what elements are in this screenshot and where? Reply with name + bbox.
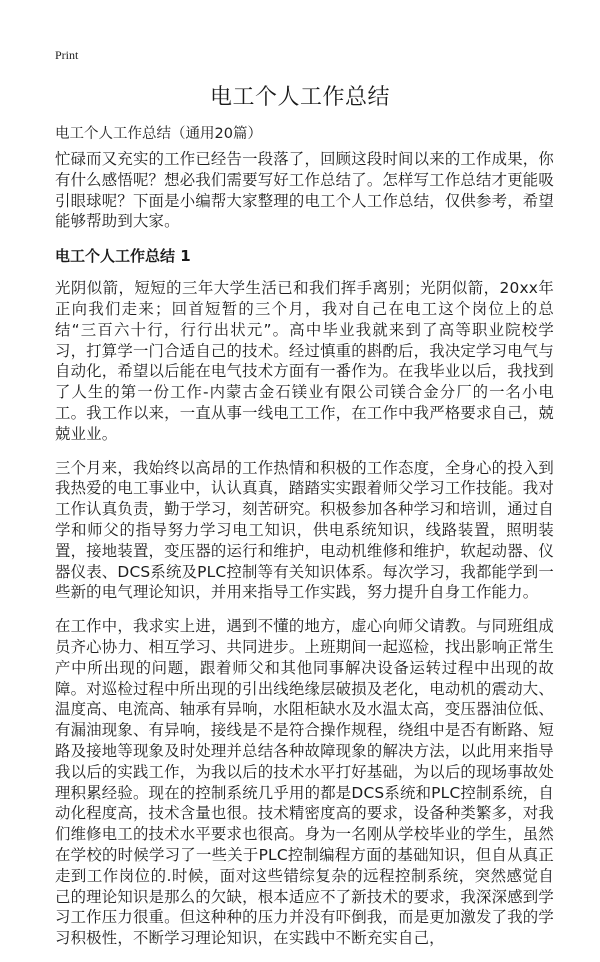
print-link[interactable]: Print — [55, 48, 79, 62]
page-title: 电工个人工作总结 — [209, 85, 390, 110]
body-paragraph-3: 在工作中，我求实上进，遇到不懂的地方，虚心向师父请教。与同班组成员齐心协力、相互学习、共同进步。上班期间一起巡检，找出影响正常生产中所出现的问题，跟着师父和其他同事解决设备运转过程中出现的故障。对巡检过程中所出现的引出线绝缘层破损及老化，电动机的震动大、温度高、电流高、轴承有异响，水阻柜缺水及水温太高，变压器油位低、有漏油现象、有异响，接线是不是符合操作规程，绕组中是否有断路、短路及接地等现象及时处理并总结各种故障现象的解决方法，以此用来指导我以后的实践工作，为我以后的技术水平打好基础，为以后的现场事故处理积累经验。现在的控制系统几乎用的都是DCS系统和PLC控制系统，自动化程度高，技术含量也很。技术精密度高的要求，设备种类繁多，对我们维修电工的技术水平要求也很高。身为一名刚从学校毕业的学生，虽然在学校的时候学习了一些关于PLC控制编程方面的基础知识，但自从真正走到工作岗位的.时候，面对这些错综复杂的远程控制系统，突然感觉自己的理论知识是那么的欠缺，根本适应不了新技术的要求，我深深感到学习工作压力很重。但这种种的压力并没有吓倒我，而是更加激发了我的学习积极性，不断学习理论知识，在实践中不断充实自己， — [55, 617, 554, 948]
document-body — [55, 149, 554, 962]
intro-paragraph: 忙碌而又充实的工作已经告一段落了，回顾这段时间以来的工作成果，你有什么感悟呢？想必我们需要写好工作总结了。怎样写工作总结才更能吸引眼球呢？下面是小编帮大家整理的电工个人工作总结，仅供参考，希望能够帮助到大家。 — [55, 150, 554, 231]
section-heading: 电工个人工作总结 1 — [55, 247, 191, 266]
document-subtitle: 电工个人工作总结（通用20篇） — [55, 126, 262, 142]
body-paragraph-2: 三个月来，我始终以高昂的工作热情和积极的工作态度，全身心的投入到我热爱的电工事业中，认认真真，踏踏实实跟着师父学习工作技能。我对工作认真负责，勤于学习，刻苦研究。积极参加各种学习和培训，通过自学和师父的指导努力学习电工知识，供电系统知识，线路装置，照明装置，接地装置，变压器的运行和维护，电动机维修和维护，软起动器、仪器仪表、DCS系统及PLC控制等有关知识体系。每次学习，我都能学到一些新的电气理论知识，并用来指导工作实践，努力提升自身工作能力。 — [55, 458, 554, 602]
body-paragraph-1: 光阴似箭，短短的三年大学生活已和我们挥手离别；光阴似箭，20xx年正向我们走来；回首短暂的三个月，我对自己在电工这个岗位上的总结“三百六十行，行行出状元”。高中毕业我就来到了高等职业院校学习，打算学一门合适自己的技术。经过慎重的斟酌后，我决定学习电气与自动化，希望以后能在电气技术方面有一番作为。在我毕业以后，我找到了人生的第一份工作-内蒙古金石镁业有限公司镁合金分厂的一名小电工。我工作以来，一直从事一线电工工作，在工作中我严格要求自己，兢兢业业。 — [55, 279, 554, 443]
